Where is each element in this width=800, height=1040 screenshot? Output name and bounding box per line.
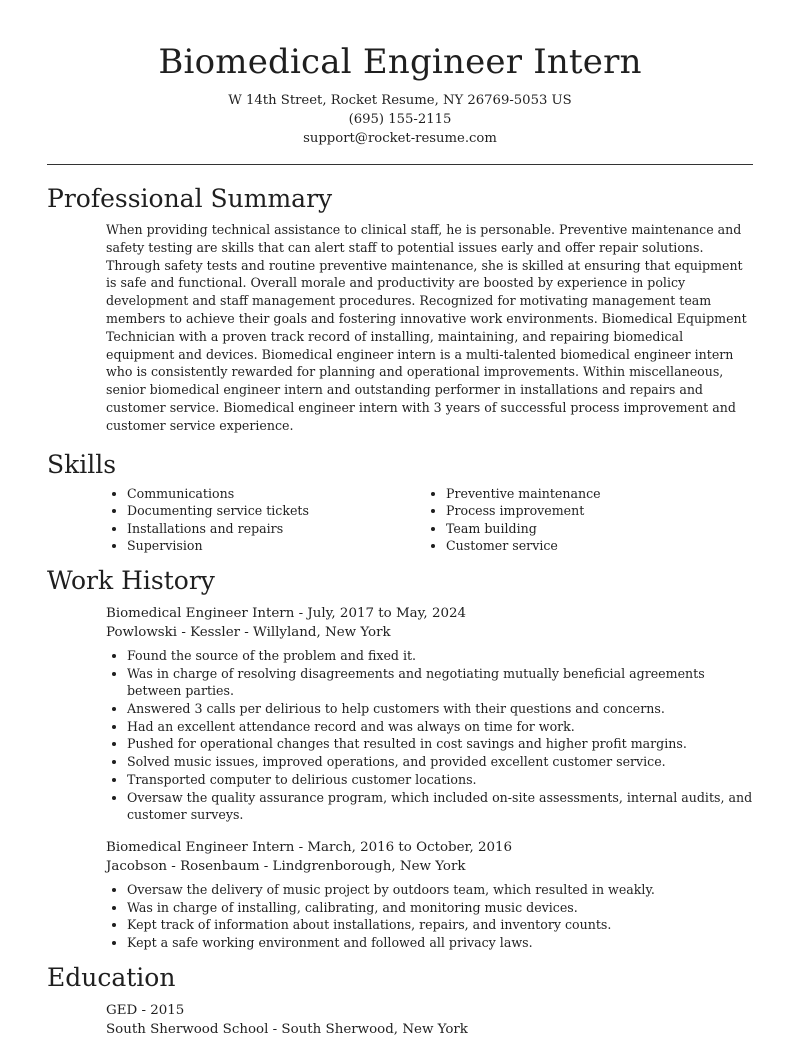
education-heading: Education [47,962,176,992]
job-duty: • Kept track of information about installations, repairs, and inventory counts. [127,916,753,934]
education-entry [106,1001,753,1040]
skills-column-right [425,485,744,555]
job-company-location: Powlowski - Kessler - Willyland, New York [106,625,391,641]
job-duties [106,647,753,824]
job-duty: • Was in charge of resolving disagreements and negotiating mutually beneficial agreements between parties. [127,665,753,700]
skill-item: • Team building [446,520,744,538]
contact-info [47,91,753,148]
education-school: South Sherwood School - South Sherwood, New York [106,1022,468,1038]
skill-item: • Customer service [446,537,744,555]
job-duty: • Found the source of the problem and fixed it. [127,647,753,665]
skills-heading: Skills [47,449,117,479]
email: support@rocket-resume.com [303,131,497,146]
resume-header [47,0,753,148]
summary-heading: Professional Summary [47,184,333,213]
header-divider [47,164,753,165]
job-entry [106,838,753,952]
skill-item: • Preventive maintenance [446,485,744,503]
job-duty: • Pushed for operational changes that resulted in cost savings and higher profit margins. [127,735,753,753]
job-duty: • Kept a safe working environment and followed all privacy laws. [127,934,753,952]
address: W 14th Street, Rocket Resume, NY 26769-5053 US [228,93,572,108]
skill-item: • Supervision [127,537,425,555]
education-degree: GED - 2015 [106,1002,185,1018]
job-entry [106,604,753,824]
work-history-heading: Work History [47,565,215,595]
job-duty: • Oversaw the delivery of music project by outdoors team, which resulted in weakly. [127,881,753,899]
job-title-dates: Biomedical Engineer Intern - March, 2016 to October, 2016 [106,839,513,855]
job-duty: • Was in charge of installing, calibrating, and monitoring music devices. [127,899,753,917]
job-duties [106,881,753,952]
resume-page [47,0,753,1040]
job-duty: • Solved music issues, improved operations, and provided excellent customer service. [127,753,753,771]
job-company-location: Jacobson - Rosenbaum - Lindgrenborough, New York [106,859,466,875]
job-duty: • Answered 3 calls per delirious to help customers with their questions and concerns. [127,700,753,718]
job-duty: • Oversaw the quality assurance program, which included on-site assessments, internal audits, and customer surveys. [127,789,753,824]
skills-list [106,485,753,555]
candidate-name: Biomedical Engineer Intern [158,42,642,82]
skill-item: • Process improvement [446,502,744,520]
job-duty: • Transported computer to delirious customer locations. [127,771,753,789]
job-title-dates: Biomedical Engineer Intern - July, 2017 to May, 2024 [106,605,467,621]
skills-column-left [106,485,425,555]
skill-item: • Communications [127,485,425,503]
job-duty: • Had an excellent attendance record and was always on time for work. [127,718,753,736]
summary-text: When providing technical assistance to clinical staff, he is personable. Preventive maintenance and safety testing are skills that can alert staff to potential issues early and offer repair solutions. Through safety tests and routine preventive maintenance, she is skilled at ensuring that equipment is safe and functional. Overall morale and productivity are boosted by experience in policy development and staff management procedures. Recognized for motivating management team members to achieve their goals and fostering innovative work environments. Biomedical Equipment Technician with a proven track record of installing, maintaining, and repairing biomedical equipment and devices. Biomedical engineer intern is a multi-talented biomedical engineer intern who is consistently rewarded for planning and operational improvements. Within miscellaneous, senior biomedical engineer intern and outstanding performer in installations and repairs and customer service. Biomedical engineer intern with 3 years of successful process improvement and customer service experience. [106,222,747,433]
skill-item: • Documenting service tickets [127,502,425,520]
skill-item: • Installations and repairs [127,520,425,538]
phone: (695) 155-2115 [348,112,452,127]
